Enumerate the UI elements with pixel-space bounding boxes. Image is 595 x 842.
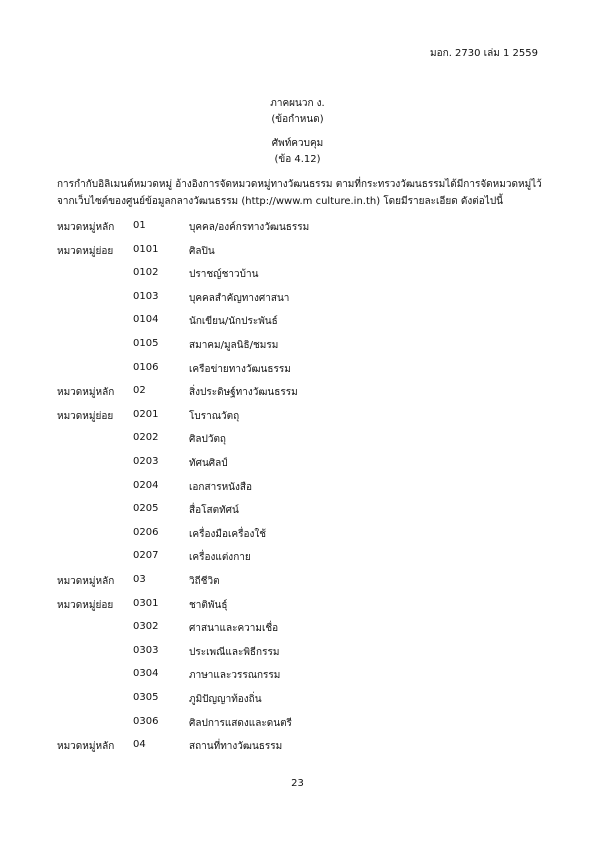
category-code: 0204: [133, 479, 159, 491]
category-name: ชาติพันธุ์: [189, 599, 228, 611]
category-name: นักเขียน/นักประพันธ์: [189, 316, 278, 328]
intro-line: จากเว็บไซต์ของศูนย์ข้อมูลกลางวัฒนธรรม (http://www.m culture.in.th) โดยมีรายละเอียด ดังต่อไปนี้: [57, 196, 504, 207]
category-type: หมวดหมู่หลัก: [57, 222, 115, 233]
category-code: 0202: [133, 432, 159, 444]
category-code: 0304: [133, 668, 159, 680]
category-name: สิ่งประดิษฐ์ทางวัฒนธรรม: [189, 387, 298, 399]
category-type: หมวดหมู่หลัก: [57, 387, 115, 399]
category-name: เครื่องแต่งกาย: [189, 552, 251, 564]
category-name: ศาสนาและความเชื่อ: [189, 623, 279, 635]
category-code: 0206: [133, 526, 159, 538]
category-name: ศิลปวัตถุ: [189, 434, 226, 446]
category-type: หมวดหมู่หลัก: [57, 741, 115, 753]
category-name: สถานที่ทางวัฒนธรรม: [189, 741, 283, 753]
category-code: 0305: [133, 692, 159, 703]
category-code: 04: [133, 739, 146, 751]
category-type: หมวดหมู่ย่อย: [57, 410, 114, 422]
intro-line: การกำกับอิลิเมนต์หมวดหมู่ อ้างอิงการจัดหมวดหมู่ทางวัฒนธรรม ตามที่กระทรวงวัฒนธรรมได้มีการจัดหมวดหมู่ไว้: [57, 179, 542, 190]
category-code: 0104: [133, 314, 159, 326]
appendix-heading: ศัพท์ควบคุม: [271, 138, 324, 149]
category-name: บุคคลสำคัญทางศาสนา: [189, 292, 290, 304]
category-name: ศิลปการแสดงและดนตรี: [189, 717, 292, 729]
category-name: เอกสารหนังสือ: [189, 481, 252, 493]
category-name: ทัศนศิลป์: [189, 458, 228, 469]
category-code: 0106: [133, 361, 159, 373]
category-code: 0101: [133, 243, 159, 255]
category-name: ประเพณีและพิธีกรรม: [189, 646, 280, 658]
category-code: 0203: [133, 456, 159, 467]
category-code: 03: [133, 574, 146, 585]
category-name: เครือข่ายทางวัฒนธรรม: [189, 363, 291, 375]
category-name: ปราชญ์ชาวบ้าน: [189, 269, 259, 281]
category-code: 0306: [133, 715, 159, 727]
category-code: 0303: [133, 644, 159, 656]
category-code: 0201: [133, 408, 159, 420]
standard-reference: มอก. 2730 เล่ม 1 2559: [430, 48, 538, 59]
category-type: หมวดหมู่ย่อย: [57, 245, 114, 257]
page-number: 23: [291, 778, 304, 789]
category-code: 0205: [133, 503, 159, 515]
appendix-title: ภาคผนวก ง.: [270, 98, 325, 109]
category-code: 0103: [133, 290, 159, 302]
category-type: หมวดหมู่ย่อย: [57, 599, 114, 611]
category-name: บุคคล/องค์กรทางวัฒนธรรม: [189, 222, 310, 233]
category-name: สื่อโสตทัศน์: [189, 505, 239, 517]
category-code: 0301: [133, 597, 159, 609]
clause-reference: (ข้อ 4.12): [274, 154, 321, 165]
category-name: โบราณวัตถุ: [189, 410, 240, 422]
category-name: ภาษาและวรรณกรรม: [189, 670, 281, 682]
category-code: 01: [133, 220, 146, 231]
category-code: 02: [133, 385, 146, 397]
category-code: 0102: [133, 267, 159, 279]
category-name: ภูมิปัญญาท้องถิ่น: [189, 694, 262, 705]
category-name: วิถีชีวิต: [189, 576, 220, 587]
category-type: หมวดหมู่หลัก: [57, 576, 115, 587]
category-name: สมาคม/มูลนิธิ/ชมรม: [189, 340, 279, 351]
category-name: ศิลปิน: [189, 245, 215, 257]
intro-paragraph: [57, 176, 547, 210]
category-name: เครื่องมือเครื่องใช้: [189, 528, 267, 540]
category-code: 0302: [133, 621, 159, 633]
appendix-subtitle: (ข้อกำหนด): [271, 114, 324, 125]
category-code: 0105: [133, 338, 159, 349]
category-code: 0207: [133, 550, 159, 562]
